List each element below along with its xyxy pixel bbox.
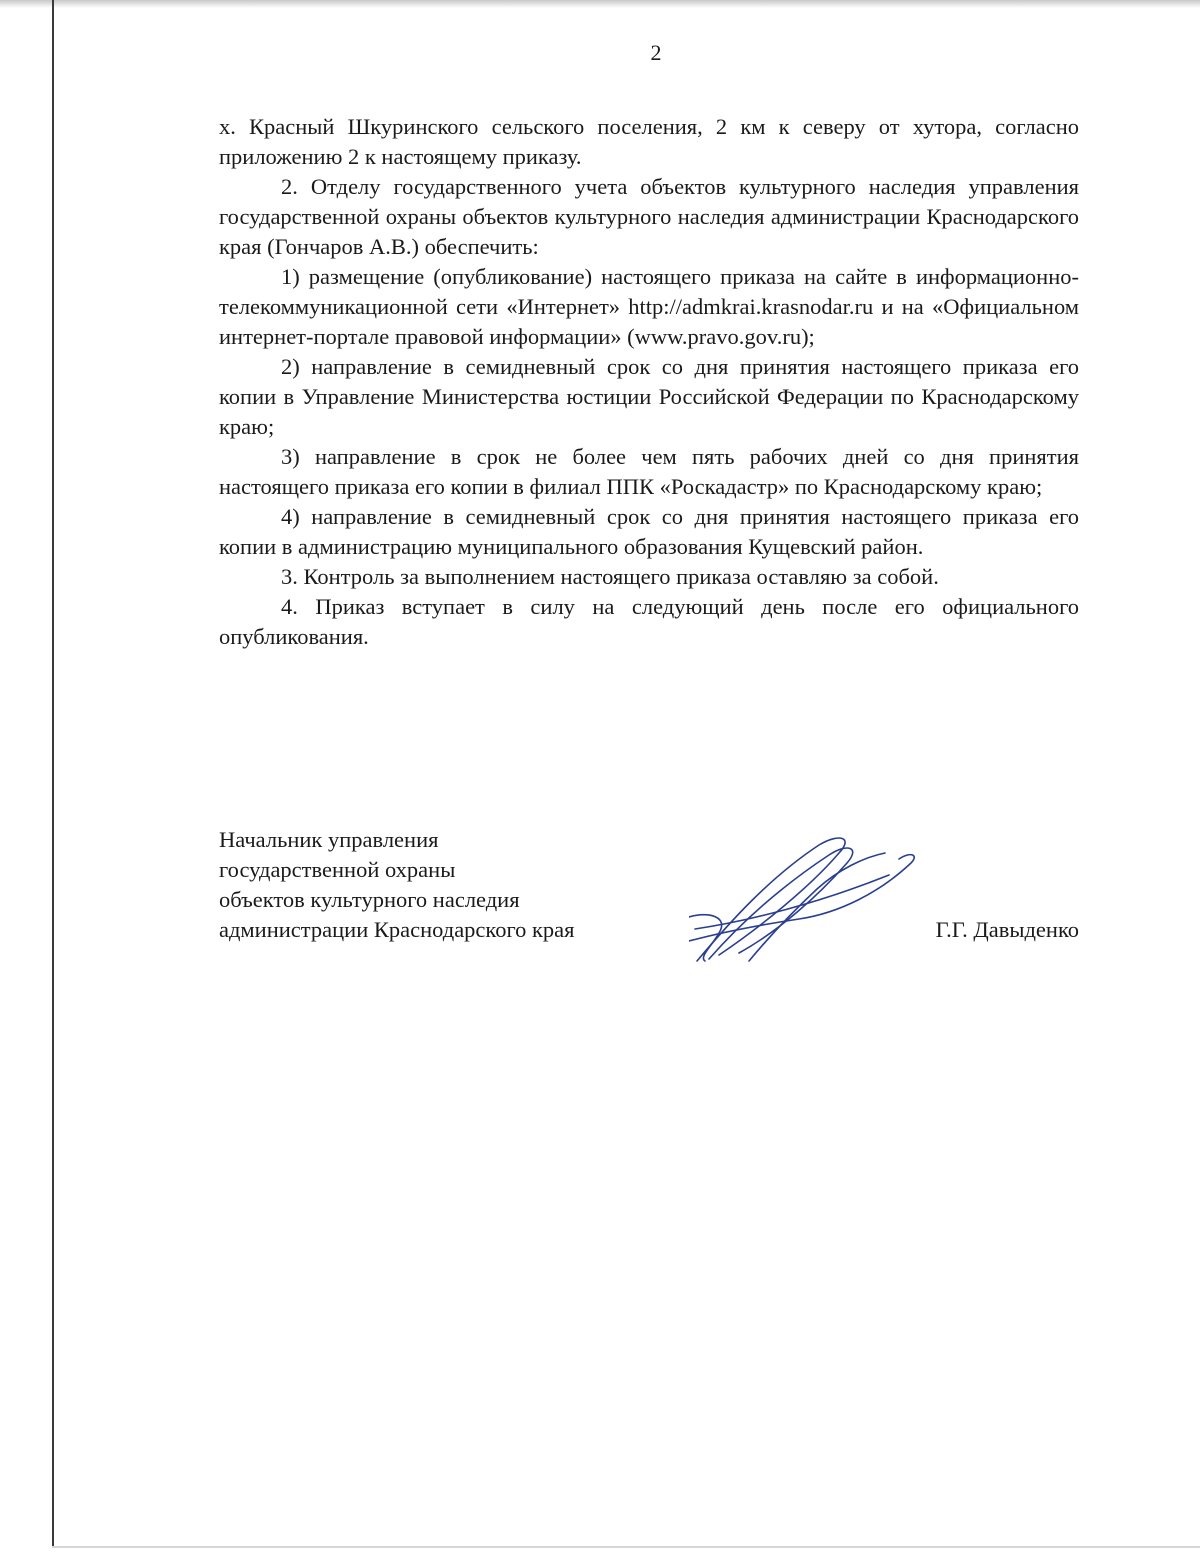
signer-title-line-3: объектов культурного наследия <box>219 887 520 912</box>
signer-title-line-1: Начальник управления <box>219 827 439 852</box>
scan-top-edge <box>0 0 1200 8</box>
signer-title-line-2: государственной охраны <box>219 857 456 882</box>
signer-title-line-4: администрации Краснодарского края <box>219 917 575 942</box>
paragraph-item-3: 3. Контроль за выполнением настоящего приказа оставляю за собой. <box>281 564 939 589</box>
paragraph-continuation: х. Красный Шкуринского сельского поселения, 2 км к северу от хутора, согласно приложению 2 к настоящему приказу. <box>219 114 1079 169</box>
paragraph-item-2: 2. Отделу государственного учета объектов культурного наследия управления государственной охраны объектов культурного наследия администрации Краснодарского края (Гончаров А.В.) обеспечить: <box>219 174 1079 259</box>
document-body <box>219 112 1079 652</box>
handwritten-signature <box>689 833 919 963</box>
paragraph-subitem-1: 1) размещение (опубликование) настоящего приказа на сайте в информационно-телекоммуникационной сети «Интернет» http://admkrai.krasnodar.ru и на «Официальном интернет-портале правовой информации» (www.pravo.gov.ru); <box>219 264 1079 349</box>
paragraph-item-4: 4. Приказ вступает в силу на следующий день после его официального опубликования. <box>219 594 1079 649</box>
signer-name: Г.Г. Давыденко <box>935 917 1079 942</box>
scan-left-edge <box>52 0 54 1548</box>
scan-bottom-edge <box>52 1546 1200 1548</box>
paragraph-subitem-2: 2) направление в семидневный срок со дня принятия настоящего приказа его копии в Управление Министерства юстиции Российской Федерации по Краснодарскому краю; <box>219 354 1079 439</box>
signature-block <box>219 825 1079 975</box>
paragraph-subitem-4: 4) направление в семидневный срок со дня принятия настоящего приказа его копии в администрацию муниципального образования Кущевский район. <box>219 504 1079 559</box>
page-number: 2 <box>650 40 662 65</box>
paragraph-subitem-3: 3) направление в срок не более чем пять рабочих дней со дня принятия настоящего приказа его копии в филиал ППК «Роскадастр» по Краснодарскому краю; <box>219 444 1079 499</box>
